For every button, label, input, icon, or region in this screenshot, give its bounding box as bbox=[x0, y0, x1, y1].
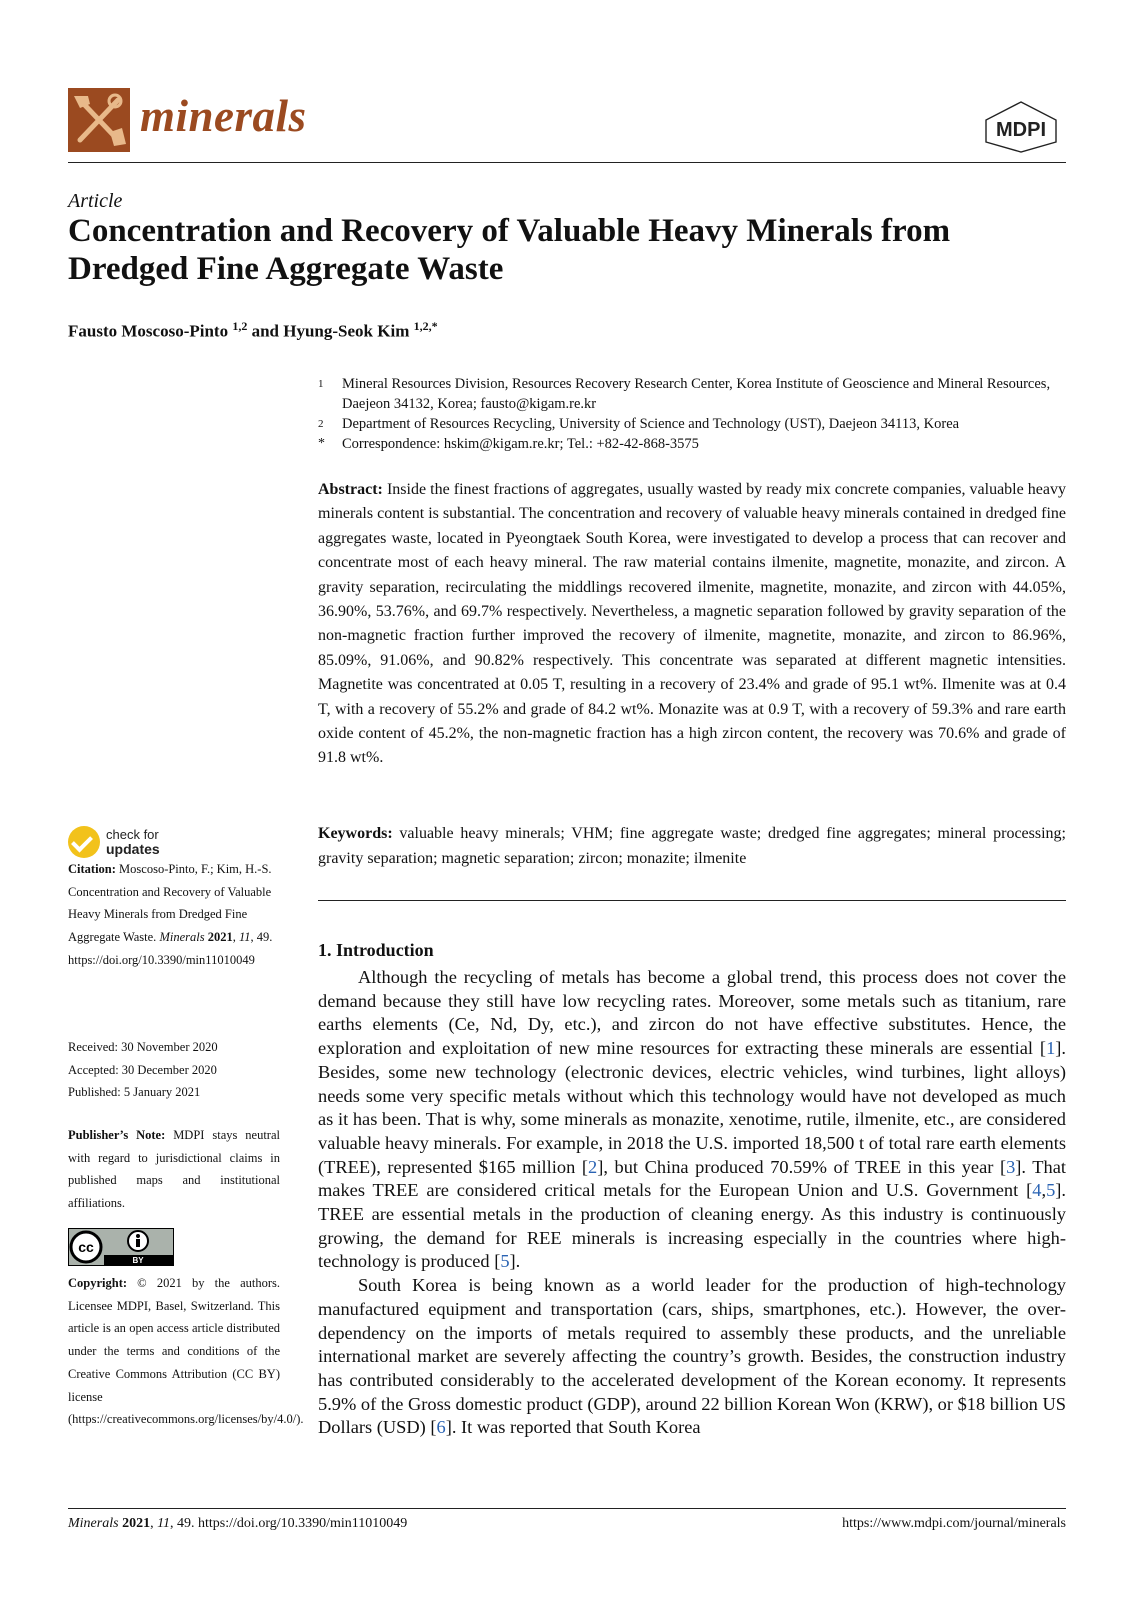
keywords bbox=[318, 822, 1066, 871]
paragraph bbox=[318, 1274, 1066, 1440]
citation-doi: , 49. https://doi.org/10.3390/min11010049 bbox=[68, 930, 273, 967]
footer-doi[interactable]: , 49. https://doi.org/10.3390/min11010049 bbox=[170, 1516, 408, 1531]
text-run: ]. That makes TREE are considered critical metals for the European Union and U.S. Government [ bbox=[318, 1156, 1066, 1201]
reference-link[interactable]: 3 bbox=[1006, 1156, 1016, 1177]
publisher-note-text: MDPI stays neutral with regard to jurisdictional claims in published maps and institutional affiliations. bbox=[68, 1128, 280, 1211]
publisher-note bbox=[68, 1124, 280, 1215]
affiliation-text: Correspondence: hskim@kigam.re.kr; Tel.: +82-42-868-3575 bbox=[342, 436, 699, 452]
text-run: ]. It was reported that South Korea bbox=[445, 1417, 701, 1438]
keywords-label: Keywords: bbox=[318, 825, 393, 842]
keywords-text: valuable heavy minerals; VHM; fine aggregate waste; dredged fine aggregates; mineral processing; gravity separation; magnetic separation; zircon; monazite; ilmenite bbox=[318, 825, 1066, 867]
affiliation-item bbox=[318, 374, 1066, 414]
footer-year: 2021 bbox=[122, 1516, 151, 1531]
citation-year: 2021 bbox=[207, 930, 233, 945]
journal-name: minerals bbox=[140, 91, 307, 141]
reference-link[interactable]: 5 bbox=[500, 1251, 510, 1272]
cc-by-label: BY bbox=[132, 1256, 144, 1265]
author-name: Hyung-Seok Kim bbox=[283, 321, 410, 341]
section-heading: 1. Introduction bbox=[318, 940, 434, 960]
paragraph bbox=[318, 966, 1066, 1274]
reference-link[interactable]: 1 bbox=[1046, 1038, 1056, 1059]
footer-divider bbox=[68, 1508, 1066, 1509]
abstract-text: Inside the finest fractions of aggregates, usually wasted by ready mix concrete companies, valuable heavy minerals content is substantial. The concentration and recovery of valuable heavy minerals contained in dredged fine aggregates waste, located in Pyeongtaek South Korea, were investigated to develop a process that can recover and concentrate most of each heavy mineral. The raw material contains ilmenite, magnetite, monazite, and zircon. A gravity separation, recirculating the middlings recovered ilmenite, magnetite, monazite, and zircon with 44.05%, 36.90%, 53.76%, and 69.7% respectively. Nevertheless, a magnetic separation followed by gravity separation of the non-magnetic fraction further improved the recovery of ilmenite, magnetite, monazite, and zircon to 86.96%, 85.09%, 91.06%, and 90.82% respectively. This concentrate was separated at different magnetic intensities. Magnetite was concentrated at 0.05 T, resulting in a recovery of 23.4% and grade of 95.1 wt%. Ilmenite was at 0.4 T, with a recovery of 55.2% and grade of 84.2 wt%. Monazite was at 0.9 T, with a recovery of 59.3% and rare earth oxide content of 45.2%, the non-magnetic fraction has a high zircon content, the recovery was 70.6% and grade of 91.8 wt%. bbox=[318, 481, 1066, 767]
footer-volume: 11 bbox=[157, 1516, 171, 1531]
citation-text: Moscoso-Pinto, F.; Kim, H.-S. Concentration and Recovery of Valuable Heavy Minerals from Dredged Fine Aggregate Waste. bbox=[68, 862, 272, 945]
citation: Citation: Moscoso-Pinto, F.; Kim, H.-S. Concentration and Recovery of Valuable Heavy Minerals from Dredged Fine Aggregate Waste. Minerals 2021, 11, 49. https://doi.org/10.3390/min11010049 bbox=[68, 862, 273, 967]
check-for-updates-label bbox=[106, 828, 160, 857]
accepted-date: Accepted: 30 December 2020 bbox=[68, 1062, 217, 1077]
check-line: check for bbox=[106, 826, 159, 842]
article-title: Concentration and Recovery of Valuable Heavy Minerals from Dredged Fine Aggregate Waste bbox=[68, 213, 951, 287]
reference-link[interactable]: 4 bbox=[1032, 1180, 1042, 1201]
cc-by-license-icon[interactable] bbox=[68, 1228, 174, 1266]
affiliation-text: Mineral Resources Division, Resources Recovery Research Center, Korea Institute of Geoscience and Mineral Resources, Daejeon 34132, Korea; fausto@kigam.re.kr bbox=[342, 376, 1051, 412]
affiliation-marker: * bbox=[318, 436, 325, 451]
author-joiner: and bbox=[247, 321, 284, 341]
copyright-label: Copyright: bbox=[68, 1276, 128, 1290]
copyright-text: © 2021 by the authors. Licensee MDPI, Basel, Switzerland. This article is an open access article distributed under the terms and conditions of the Creative Commons Attribution (CC BY) license (https://creativecommons.org/licenses/by/4.0/). bbox=[68, 1276, 304, 1427]
reference-link[interactable]: 6 bbox=[436, 1417, 446, 1438]
received-date: Received: 30 November 2020 bbox=[68, 1040, 218, 1054]
text-run: ]. Besides, some new technology (electronic devices, electric vehicles, wind turbines, light alloys) needs some very specific metals without which this technology would have not developed as much as it has been. That is why, some minerals as monazite, xenotime, rutile, ilmenite, etc., are considered valuable heavy minerals. For example, in 2018 the U.S. imported 18,500 t of total rare earth elements (TREE), represented $165 million [ bbox=[318, 1038, 1066, 1177]
author-name: Fausto Moscoso-Pinto bbox=[68, 321, 229, 341]
author-list bbox=[68, 319, 438, 342]
affiliation-marker: 1 bbox=[318, 378, 324, 390]
copyright-notice bbox=[68, 1272, 304, 1431]
text-run: Although the recycling of metals has become a global trend, this process does not cover the demand because they still have low recycling rates. Moreover, some metals such as titanium, rare earths elements (Ce, Nd, Dy, etc.), and zircon do not have effective substitutes. Hence, the exploration and exploitation of new mine resources for extracting these minerals are essential [ bbox=[318, 967, 1066, 1059]
publisher-note-label: Publisher’s Note: bbox=[68, 1128, 166, 1142]
author-affiliation-marker: 1,2 bbox=[232, 319, 248, 333]
text-run: , bbox=[1041, 1180, 1047, 1201]
author-affiliation-marker: 1,2,* bbox=[413, 319, 438, 333]
article-type: Article bbox=[68, 190, 123, 212]
check-line: updates bbox=[106, 840, 160, 857]
text-run: ], but China produced 70.59% of TREE in this year [ bbox=[597, 1156, 1007, 1177]
affiliation-item bbox=[318, 434, 1066, 454]
publisher-name: MDPI bbox=[996, 119, 1046, 141]
section-divider bbox=[318, 900, 1066, 901]
published-date: Published: 5 January 2021 bbox=[68, 1085, 201, 1100]
reference-link[interactable]: 2 bbox=[588, 1156, 598, 1177]
text-run: ]. TREE are essential metals in the production of cleaning energy. As this industry is continuously growing, the demand for REE minerals is increasing especially in the countries where high-technology is produced [ bbox=[318, 1180, 1066, 1272]
check-icon bbox=[68, 826, 100, 858]
footer-journal-url[interactable]: https://www.mdpi.com/journal/minerals bbox=[842, 1516, 1066, 1531]
footer-journal: Minerals bbox=[68, 1516, 119, 1531]
header-divider bbox=[68, 162, 1066, 163]
reference-link[interactable]: 5 bbox=[1046, 1180, 1056, 1201]
svg-text:cc: cc bbox=[78, 1239, 94, 1255]
text-run: South Korea is being known as a world leader for the production of high-technology manufactured equipment and transportation (cars, ships, smartphones, etc.). However, the over-dependency on the imports of metals required to assembly these products, and the unreliable international market are severely affecting the country’s growth. Besides, the construction industry has contributed considerably to the accelerated development of the Korean economy. It represents 5.9% of the Gross domestic product (GDP), around 22 billion Korean Won (KRW), or $18 billion US Dollars (USD) [ bbox=[318, 1275, 1066, 1438]
text-run: ]. bbox=[509, 1251, 521, 1272]
introduction-body bbox=[318, 966, 1066, 1440]
mdpi-logo-icon bbox=[982, 100, 1060, 154]
affiliation-text: Department of Resources Recycling, University of Science and Technology (UST), Daejeon 34113, Korea bbox=[342, 416, 960, 432]
publication-dates bbox=[68, 1036, 280, 1104]
abstract bbox=[318, 478, 1066, 771]
citation-journal: Minerals bbox=[159, 930, 205, 945]
check-for-updates-button[interactable] bbox=[68, 822, 208, 862]
affiliation-marker: 2 bbox=[318, 418, 324, 430]
abstract-label: Abstract: bbox=[318, 481, 383, 498]
citation-label: Citation: bbox=[68, 862, 116, 876]
affiliation-item bbox=[318, 414, 1066, 434]
journal-logo-icon bbox=[68, 88, 130, 152]
citation-volume: 11 bbox=[238, 930, 251, 945]
footer-citation: Minerals 2021, 11, 49. https://doi.org/10.3390/min11010049 bbox=[68, 1516, 408, 1531]
affiliations bbox=[318, 374, 1066, 454]
